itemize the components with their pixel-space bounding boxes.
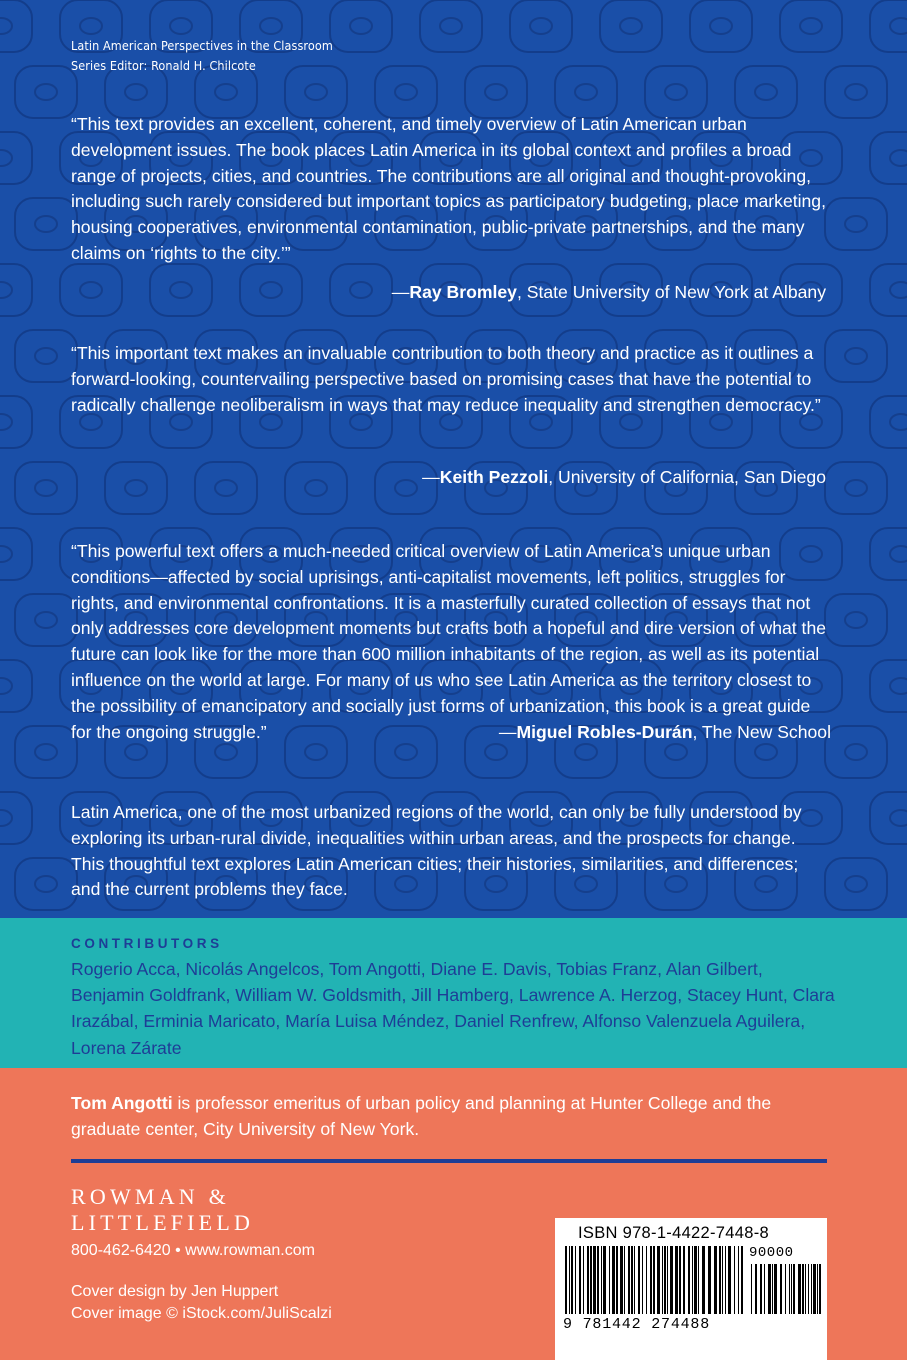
pattern-shape [15, 858, 77, 910]
divider [71, 1159, 827, 1163]
pattern-shape [105, 462, 167, 514]
barcode-bar [683, 1246, 685, 1314]
barcode-bar [725, 1246, 726, 1314]
pattern-shape [575, 84, 597, 100]
barcode-bar [708, 1246, 711, 1314]
pattern-shape [35, 480, 57, 496]
pattern-shape [845, 612, 867, 628]
cover-credits [71, 1281, 332, 1324]
pattern-shape [395, 84, 417, 100]
pattern-shape [870, 528, 907, 580]
barcode-bar [620, 1246, 623, 1314]
pattern-shape [35, 744, 57, 760]
barcode-bar [738, 1246, 739, 1314]
pattern-shape [35, 876, 57, 892]
author-name: Tom Angotti [71, 1093, 173, 1113]
pattern-shape [0, 150, 12, 166]
contributors-heading: CONTRIBUTORS [71, 936, 223, 951]
pattern-shape [375, 66, 437, 118]
barcode-bar [694, 1246, 697, 1314]
barcode-bar [774, 1264, 777, 1314]
pattern-shape [195, 462, 257, 514]
barcode-bar [791, 1264, 792, 1314]
endorsement-attribution-3: —Miguel Robles-Durán, The New School [498, 721, 831, 742]
pattern-shape [305, 480, 327, 496]
barcode-bar [813, 1264, 816, 1314]
pattern-shape [60, 264, 122, 316]
pattern-shape [845, 876, 867, 892]
pattern-shape [125, 744, 147, 760]
barcode-bar [819, 1264, 821, 1314]
pattern-shape [755, 744, 777, 760]
pattern-shape [305, 84, 327, 100]
barcode-bar [603, 1246, 606, 1314]
barcode-bar [628, 1246, 630, 1314]
pattern-shape [0, 678, 12, 694]
pattern-shape [890, 678, 907, 694]
pattern-shape [890, 282, 907, 298]
barcode-bar [679, 1246, 681, 1314]
barcode-bar [755, 1264, 757, 1314]
pattern-shape [15, 330, 77, 382]
barcode-bar [662, 1246, 663, 1314]
pattern-shape [890, 18, 907, 34]
isbn-label: ISBN 978-1-4422-7448-8 [578, 1224, 769, 1242]
pattern-shape [170, 18, 192, 34]
pattern-shape [80, 282, 102, 298]
barcode-bar [805, 1264, 806, 1314]
series-title: Latin American Perspectives in the Classroom [71, 38, 333, 53]
pattern-shape [15, 198, 77, 250]
pattern-shape [825, 594, 887, 646]
pattern-shape [260, 282, 282, 298]
pattern-shape [0, 18, 12, 34]
pattern-shape [350, 18, 372, 34]
barcode-bar [579, 1246, 581, 1314]
pattern-shape [825, 726, 887, 778]
contributors-panel [0, 918, 907, 1068]
pattern-shape [845, 84, 867, 100]
barcode-bar [634, 1246, 635, 1314]
publisher-logo [71, 1184, 254, 1236]
barcode-bar [631, 1246, 633, 1314]
barcode-bar [780, 1264, 782, 1314]
barcode-bar [768, 1264, 771, 1314]
pattern-shape [15, 594, 77, 646]
pattern-shape [825, 66, 887, 118]
barcode-bar [583, 1246, 584, 1314]
pattern-shape [735, 66, 797, 118]
barcode-bar [785, 1264, 786, 1314]
series-editor: Series Editor: Ronald H. Chilcote [71, 58, 256, 73]
pattern-shape [0, 528, 32, 580]
pattern-shape [35, 612, 57, 628]
pattern-shape [420, 0, 482, 52]
barcode-bar [714, 1246, 717, 1314]
pattern-shape [825, 858, 887, 910]
barcode-bar [802, 1264, 804, 1314]
pattern-shape [125, 84, 147, 100]
pattern-shape [755, 84, 777, 100]
pattern-shape [150, 264, 212, 316]
barcode-bar [612, 1246, 615, 1314]
pattern-shape [870, 792, 907, 844]
barcode-bar [650, 1246, 652, 1314]
publisher-logo-line1: ROWMAN & [71, 1184, 230, 1209]
pattern-shape [870, 660, 907, 712]
pattern-shape [440, 18, 462, 34]
pattern-shape [350, 282, 372, 298]
series-info [71, 36, 333, 76]
barcode-bar [722, 1246, 723, 1314]
pattern-shape [825, 462, 887, 514]
barcode-bar [751, 1264, 752, 1314]
pattern-shape [485, 84, 507, 100]
book-description: Latin America, one of the most urbanized regions of the world, can only be fully understood by exploring its urban-rural divide, inequalities within urban areas, and the prospects for change. This thoughtful text explores Latin American cities; their histories, similarities, and differences; and the current problems they face. [71, 802, 802, 900]
pattern-shape [530, 18, 552, 34]
pattern-shape [0, 414, 12, 430]
barcode-bar [601, 1246, 602, 1314]
publisher-logo-line2: LITTLEFIELD [71, 1210, 255, 1235]
pattern-shape [0, 264, 32, 316]
pattern-shape [0, 546, 12, 562]
barcode-bar [638, 1246, 640, 1314]
barcode-bar [565, 1246, 567, 1314]
barcode-bar [692, 1246, 693, 1314]
barcode-bar [764, 1264, 765, 1314]
barcode-bar [653, 1246, 655, 1314]
pattern-shape [780, 0, 842, 52]
pattern-shape [215, 84, 237, 100]
pattern-shape [215, 744, 237, 760]
pattern-shape [240, 264, 302, 316]
pattern-shape [35, 348, 57, 364]
pattern-shape [285, 462, 347, 514]
pattern-shape [395, 744, 417, 760]
barcode-bar [642, 1246, 643, 1314]
author-bio-text: is professor emeritus of urban policy and planning at Hunter College and the graduate center, City University of New York. [71, 1093, 772, 1139]
pattern-shape [15, 462, 77, 514]
barcode-bar [734, 1246, 735, 1314]
pattern-shape [125, 480, 147, 496]
endorser-name: Miguel Robles-Durán [516, 721, 693, 742]
barcode-price-code: 90000 [749, 1245, 794, 1261]
pattern-shape [330, 264, 392, 316]
contributors-list: Rogerio Acca, Nicolás Angelcos, Tom Angotti, Diane E. Davis, Tobias Franz, Alan Gilbert, Benjamin Goldfrank, William W. Goldsmith, Jill Hamberg, Lawrence A. Herzog, Stacey Hunt, Clara Irazábal, Erminia Maricato, María Luisa Méndez, Daniel Renfrew, Alfonso Valenzuela Aguilera, Lorena Zárate [71, 959, 835, 1058]
barcode-bar [664, 1246, 666, 1314]
barcode-bar [624, 1246, 625, 1314]
pattern-shape [825, 330, 887, 382]
barcode-bar [702, 1246, 705, 1314]
pattern-shape [15, 66, 77, 118]
barcode-bar [817, 1264, 818, 1314]
barcode-bar [667, 1246, 668, 1314]
pattern-shape [825, 198, 887, 250]
endorsement-quote-text: “This powerful text offers a much-needed critical overview of Latin America’s unique urban conditions—affected by social uprisings, anti-capitalist movements, left politics, struggles for rights, and environmental confrontations. It is a masterfully curated collection of essays that not only addresses core development moments but crafts both a hopeful and dire version of what the future can look like for the more than 600 million inhabitants of the region, as well as its potential influence on the world at large. For many of us who see Latin America as the territory closest to the possibility of emancipatory and socially just forms of urbanization, this book is a great guide for the ongoing struggle.” [71, 541, 827, 742]
endorser-name: Keith Pezzoli [439, 467, 549, 487]
barcode-bar [772, 1264, 773, 1314]
pattern-shape [600, 0, 662, 52]
pattern-shape [845, 216, 867, 232]
pattern-shape [690, 0, 752, 52]
endorsement-quote-3 [71, 539, 831, 745]
barcode-bar [593, 1246, 596, 1314]
pattern-shape [645, 66, 707, 118]
pattern-shape [800, 18, 822, 34]
barcode-bar [670, 1246, 673, 1314]
pattern-shape [0, 282, 12, 298]
pattern-shape [510, 0, 572, 52]
pattern-shape [0, 132, 32, 184]
pattern-shape [260, 18, 282, 34]
pattern-shape [15, 726, 77, 778]
pattern-shape [890, 546, 907, 562]
pattern-shape [215, 480, 237, 496]
barcode-bar [675, 1246, 678, 1314]
barcode-digits: 9 781442 274488 [563, 1316, 711, 1333]
pattern-shape [665, 744, 687, 760]
pattern-shape [845, 744, 867, 760]
pattern-shape [35, 84, 57, 100]
author-bio [71, 1090, 831, 1142]
pattern-shape [890, 150, 907, 166]
pattern-shape [0, 810, 12, 826]
barcode-bar [811, 1264, 812, 1314]
endorsement-attribution-2: —Keith Pezzoli, University of California, San Diego [422, 467, 826, 487]
endorsement-attribution-1: —Ray Bromley, State University of New York at Albany [391, 282, 826, 302]
endorser-name: Ray Bromley [409, 282, 517, 302]
barcode-bar [616, 1246, 618, 1314]
pattern-shape [665, 84, 687, 100]
pattern-shape [710, 18, 732, 34]
pattern-shape [35, 216, 57, 232]
pattern-shape [620, 18, 642, 34]
barcode [555, 1218, 827, 1360]
pattern-shape [170, 282, 192, 298]
endorsement-quote-1: “This text provides an excellent, coherent, and timely overview of Latin American urban development issues. The book places Latin America in its global context and profiles a broad range of projects, cities, and countries. The contributions are all original and thought-provoking, including such rarely considered but important topics as participatory budgeting, place marketing, housing cooperatives, environmental contamination, public-private partnerships, and the many claims on ‘rights to the city.’” [71, 114, 826, 263]
barcode-bar [760, 1264, 762, 1314]
barcode-bar [698, 1246, 699, 1314]
publisher-contact: 800-462-6420 • www.rowman.com [71, 1242, 315, 1259]
barcode-bar [590, 1246, 592, 1314]
barcode-bar [597, 1246, 599, 1314]
pattern-shape [845, 348, 867, 364]
pattern-shape [0, 660, 32, 712]
cover-image-credit: Cover image © iStock.com/JuliScalzi [71, 1304, 332, 1322]
pattern-shape [485, 744, 507, 760]
barcode-bar [569, 1246, 570, 1314]
endorser-affiliation: , University of California, San Diego [548, 467, 826, 487]
pattern-shape [555, 66, 617, 118]
barcode-bar [646, 1246, 647, 1314]
publisher-panel [0, 1068, 907, 1360]
barcode-bar [719, 1246, 721, 1314]
pattern-shape [890, 810, 907, 826]
endorser-affiliation: , The New School [692, 721, 831, 742]
barcode-bar [808, 1264, 809, 1314]
pattern-shape [0, 396, 32, 448]
pattern-shape [870, 264, 907, 316]
pattern-shape [0, 792, 32, 844]
pattern-shape [80, 18, 102, 34]
cover-design-credit: Cover design by Jen Huppert [71, 1283, 279, 1300]
barcode-bar [688, 1246, 690, 1314]
endorser-affiliation: , State University of New York at Albany [516, 282, 826, 302]
pattern-shape [870, 0, 907, 52]
barcode-bar [575, 1246, 576, 1314]
endorsement-quote-2: “This important text makes an invaluable contribution to both theory and practice as it outlines a forward-looking, countervailing perspective based on promising cases that have the potential to radically challenge neoliberalism in ways that may reduce inequality and strengthen democracy.” [71, 343, 821, 415]
barcode-bar [798, 1264, 801, 1314]
pattern-shape [890, 414, 907, 430]
pattern-shape [330, 0, 392, 52]
barcode-bar [587, 1246, 589, 1314]
barcode-bar [657, 1246, 660, 1314]
barcode-bar [728, 1246, 731, 1314]
barcode-bar [793, 1264, 795, 1314]
pattern-shape [395, 480, 417, 496]
pattern-shape [845, 480, 867, 496]
barcode-bar [609, 1246, 610, 1314]
barcode-bar [571, 1246, 573, 1314]
pattern-shape [0, 0, 32, 52]
pattern-shape [465, 66, 527, 118]
barcode-bar [789, 1264, 790, 1314]
pattern-shape [870, 396, 907, 448]
barcode-bar [741, 1246, 743, 1314]
pattern-shape [575, 744, 597, 760]
pattern-shape [870, 132, 907, 184]
pattern-shape [305, 744, 327, 760]
